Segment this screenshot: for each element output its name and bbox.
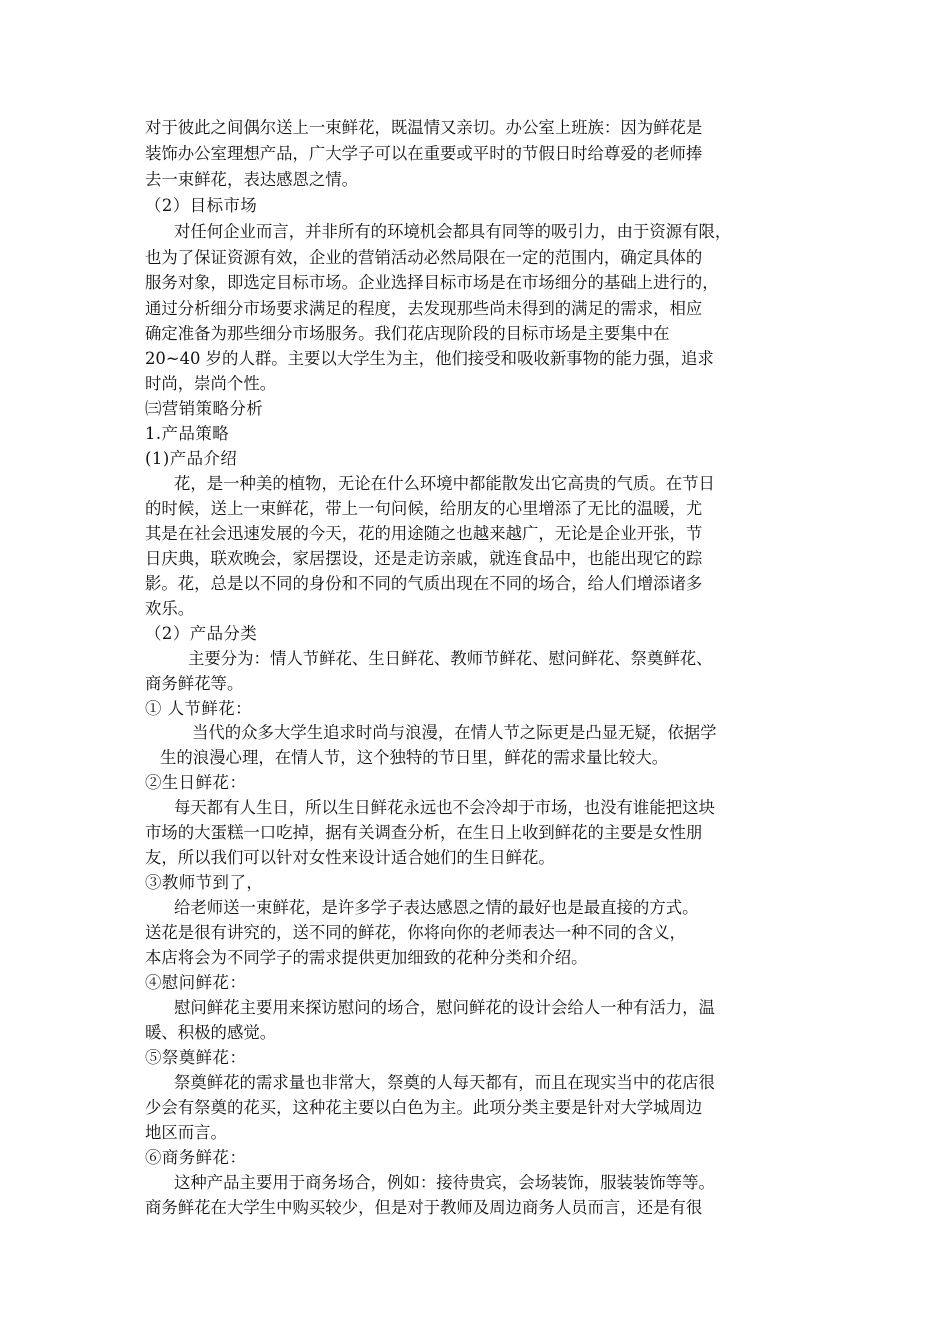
item-heading: ⑥商务鲜花：: [145, 1148, 247, 1167]
section-heading: （2）目标市场: [145, 196, 258, 215]
paragraph-line: 影。花，总是以不同的身份和不同的气质出现在不同的场合，给人们增添诸多: [145, 574, 703, 593]
section-heading: (1)产品介绍: [145, 449, 238, 468]
paragraph-line: 确定准备为那些细分市场服务。我们花店现阶段的目标市场是主要集中在: [145, 324, 670, 343]
paragraph-line: 商务鲜花等。: [145, 674, 244, 693]
paragraph-line: 地区而言。: [145, 1123, 227, 1142]
section-heading: ㈢营销策略分析: [145, 399, 264, 418]
item-heading: ① 人节鲜花：: [145, 699, 253, 718]
item-heading: ②生日鲜花：: [145, 773, 247, 792]
paragraph-line: 装饰办公室理想产品，广大学子可以在重要或平时的节假日时给尊爱的老师捧: [145, 144, 703, 163]
paragraph-line: 20~40 岁的人群。主要以大学生为主，他们接受和吸收新事物的能力强，追求: [145, 349, 714, 368]
paragraph-line: 每天都有人生日，所以生日鲜花永远也不会冷却于市场，也没有谁能把这块: [174, 798, 715, 817]
paragraph-line: 这种产品主要用于商务场合，例如：接待贵宾，会场装饰，服装装饰等等。: [174, 1173, 715, 1192]
paragraph-line: 当代的众多大学生追求时尚与浪漫，在情人节之际更是凸显无疑，依据学: [192, 723, 717, 742]
item-heading: ③教师节到了，: [145, 873, 264, 892]
item-heading: ⑤祭奠鲜花：: [145, 1048, 247, 1067]
paragraph-line: 花，是一种美的植物，无论在什么环境中都能散发出它高贵的气质。在节日: [174, 474, 715, 493]
paragraph-line: 送花是很有讲究的，送不同的鲜花，你将向你的老师表达一种不同的含义，: [145, 923, 686, 942]
paragraph-line: 对任何企业而言，并非所有的环境机会都具有同等的吸引力，由于资源有限，: [174, 222, 732, 241]
paragraph-line: 给老师送一束鲜花，是许多学子表达感恩之情的最好也是最直接的方式。: [174, 898, 699, 917]
paragraph-line: 慰问鲜花主要用来探访慰问的场合，慰问鲜花的设计会给人一种有活力，温: [174, 998, 715, 1017]
paragraph-line: 服务对象，即选定目标市场。企业选择目标市场是在市场细分的基础上进行的，: [145, 273, 719, 292]
section-heading: （2）产品分类: [145, 624, 258, 643]
paragraph-line: 生的浪漫心理，在情人节，这个独特的节日里，鲜花的需求量比较大。: [160, 748, 669, 767]
paragraph-line: 市场的大蛋糕一口吃掉，据有关调查分析，在生日上收到鲜花的主要是女性朋: [145, 823, 703, 842]
paragraph-line: 主要分为：情人节鲜花、生日鲜花、教师节鲜花、慰问鲜花、祭奠鲜花、: [188, 649, 713, 668]
section-heading: 1.产品策略: [145, 424, 230, 443]
item-heading: ④慰问鲜花：: [145, 973, 247, 992]
paragraph-line: 商务鲜花在大学生中购买较少，但是对于教师及周边商务人员而言，还是有很: [145, 1198, 703, 1217]
paragraph-line: 对于彼此之间偶尔送上一束鲜花，既温情又亲切。办公室上班族：因为鲜花是: [145, 118, 703, 137]
paragraph-line: 欢乐。: [145, 599, 195, 618]
paragraph-line: 日庆典，联欢晚会，家居摆设，还是走访亲戚，就连食品中，也能出现它的踪: [145, 549, 703, 568]
paragraph-line: 友，所以我们可以针对女性来设计适合她们的生日鲜花。: [145, 848, 555, 867]
paragraph-line: 通过分析细分市场要求满足的程度，去发现那些尚未得到的满足的需求，相应: [145, 299, 703, 318]
paragraph-line: 少会有祭奠的花买，这种花主要以白色为主。此项分类主要是针对大学城周边: [145, 1098, 703, 1117]
paragraph-line: 去一束鲜花，表达感恩之情。: [145, 170, 359, 189]
paragraph-line: 也为了保证资源有效，企业的营销活动必然局限在一定的范围内，确定具体的: [145, 248, 703, 267]
paragraph-line: 的时候，送上一束鲜花，带上一句问候，给朋友的心里增添了无比的温暖，尤: [145, 499, 703, 518]
paragraph-line: 其是在社会迅速发展的今天，花的用途随之也越来越广，无论是企业开张，节: [145, 524, 703, 543]
paragraph-line: 时尚，崇尚个性。: [145, 374, 277, 393]
paragraph-line: 祭奠鲜花的需求量也非常大，祭奠的人每天都有，而且在现实当中的花店很: [174, 1073, 715, 1092]
paragraph-line: 本店将会为不同学子的需求提供更加细致的花种分类和介绍。: [145, 948, 588, 967]
paragraph-line: 暖、积极的感觉。: [145, 1023, 277, 1042]
